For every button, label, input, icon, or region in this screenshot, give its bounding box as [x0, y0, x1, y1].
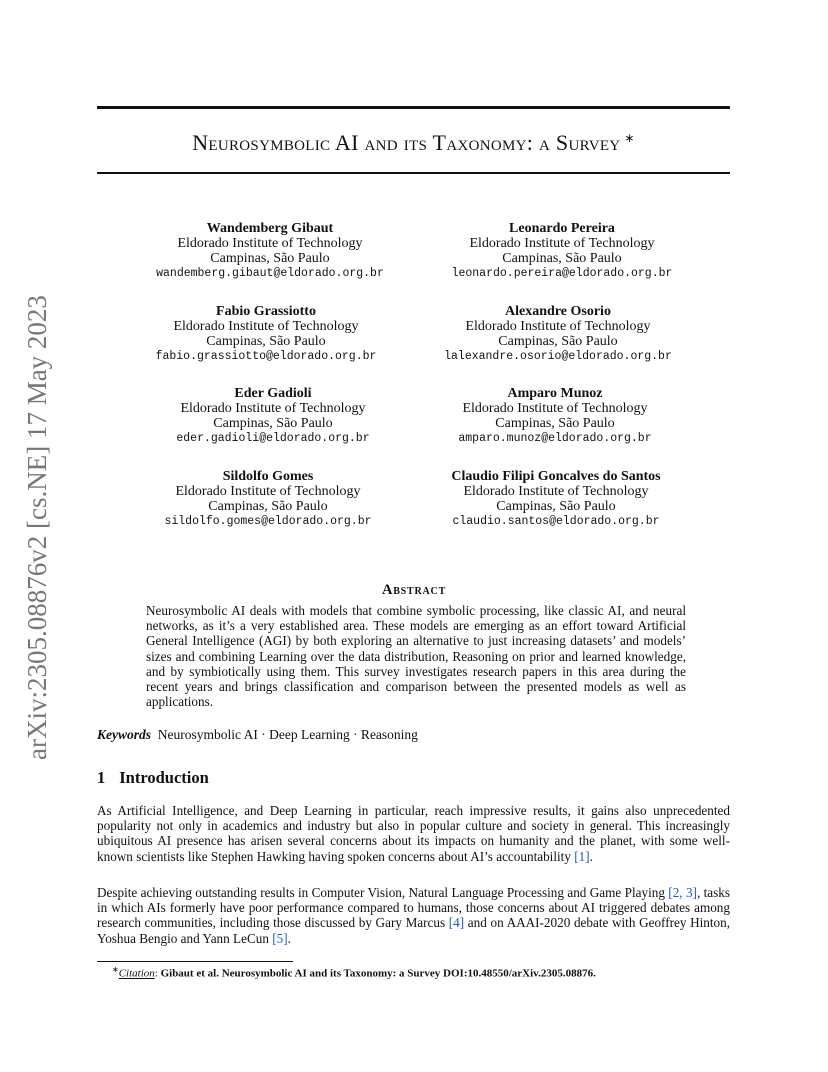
paragraph: [97, 803, 730, 864]
author-name: Fabio Grassiotto: [216, 304, 316, 319]
paper-title: [97, 130, 730, 156]
title-part: T: [427, 130, 447, 155]
author-block: [116, 304, 416, 364]
title-part: AI: [330, 130, 365, 155]
paragraph-text: and on AAAI-2020 debate with Geoffrey Hinton, Yoshua Bengio and Yann LeCun: [97, 915, 730, 946]
author-email[interactable]: fabio.grassiotto@eldorado.org.br: [155, 350, 377, 363]
author-location: Campinas, São Paulo: [208, 499, 328, 514]
section-title: Introduction: [119, 768, 209, 787]
footnote-label: Citation: [118, 967, 155, 980]
author-location: Campinas, São Paulo: [206, 334, 326, 349]
keywords: [97, 727, 730, 743]
author-location: Campinas, São Paulo: [496, 499, 616, 514]
author-name: Claudio Filipi Goncalves do Santos: [451, 469, 661, 484]
author-location: Campinas, São Paulo: [213, 416, 333, 431]
author-affiliation: Eldorado Institute of Technology: [180, 401, 366, 416]
footnote-mark: ∗: [112, 965, 119, 974]
author-name: Amparo Munoz: [507, 386, 603, 401]
section-heading: [97, 768, 209, 788]
author-block: [120, 221, 420, 281]
title-part: and its: [364, 130, 428, 155]
footnote: [112, 965, 732, 980]
footnote-separator: :: [154, 967, 161, 980]
author-name: Sildolfo Gomes: [222, 469, 314, 484]
abstract-text: Neurosymbolic AI deals with models that combine symbolic processing, like classic AI, and neural networks, as it’s a very established area. These models are emerging as an effort toward Artificial General Intelligence (AGI) by both exploring an alternative to just increasing datasets’ and models’ sizes and combining Learning over the data distribution, Reasoning on prior and learned knowledge, and by symbiotically using them. This survey investigates research papers in this area during the recent years and brings classification and comparison between the presented models as well as applications.: [146, 603, 686, 710]
author-email[interactable]: eder.gadioli@eldorado.org.br: [176, 432, 370, 445]
author-email[interactable]: sildolfo.gomes@eldorado.org.br: [164, 515, 372, 528]
author-affiliation: Eldorado Institute of Technology: [173, 319, 359, 334]
paragraph-text: , tasks in which AIs formerly have poor performance compared to humans, those concerns about AI triggered debates among research communities, including those discussed by Gary Marcus: [97, 885, 730, 931]
citation-link[interactable]: [5]: [272, 930, 288, 946]
author-block: [118, 469, 418, 529]
author-name: Alexandre Osorio: [505, 304, 611, 319]
title-part: Neurosymbolic: [192, 130, 331, 155]
citation-link[interactable]: [2, 3]: [668, 885, 697, 900]
paragraph-text: .: [589, 848, 593, 864]
author-name: Wandemberg Gibaut: [206, 221, 334, 236]
citation-link[interactable]: [1]: [574, 848, 590, 864]
author-email[interactable]: amparo.munoz@eldorado.org.br: [458, 432, 652, 445]
author-email[interactable]: wandemberg.gibaut@eldorado.org.br: [156, 267, 384, 280]
author-email[interactable]: leonardo.pereira@eldorado.org.br: [451, 267, 673, 280]
author-affiliation: Eldorado Institute of Technology: [469, 236, 655, 251]
keywords-list: Neurosymbolic AI · Deep Learning · Reasoning: [157, 727, 418, 742]
author-email[interactable]: claudio.santos@eldorado.org.br: [452, 515, 660, 528]
author-location: Campinas, São Paulo: [210, 251, 330, 266]
author-block: [406, 469, 706, 529]
author-affiliation: Eldorado Institute of Technology: [175, 484, 361, 499]
paragraph-text: Despite achieving outstanding results in Computer Vision, Natural Language Processing and Game Playing: [97, 885, 669, 900]
author-location: Campinas, São Paulo: [495, 416, 615, 431]
abstract-heading: Abstract: [381, 582, 447, 598]
title-part: axonomy: [446, 130, 527, 155]
footnote-text: Gibaut et al. Neurosymbolic AI and its Taxonomy: a Survey DOI:10.48550/arXiv.2305.08876.: [160, 967, 596, 980]
keywords-label: Keywords: [97, 727, 151, 742]
author-affiliation: Eldorado Institute of Technology: [463, 484, 649, 499]
footnote-rule: [97, 961, 293, 962]
paragraph: [97, 885, 730, 946]
title-rule-bottom: [97, 172, 730, 174]
title-rule-top: [97, 106, 730, 109]
author-block: [412, 221, 712, 281]
author-name: Leonardo Pereira: [509, 221, 615, 236]
paragraph-text: .: [287, 930, 291, 946]
title-part: :: [526, 130, 539, 155]
title-part: S: [550, 130, 569, 155]
author-affiliation: Eldorado Institute of Technology: [177, 236, 363, 251]
author-affiliation: Eldorado Institute of Technology: [462, 401, 648, 416]
author-affiliation: Eldorado Institute of Technology: [465, 319, 651, 334]
author-block: [408, 304, 708, 364]
author-block: [123, 386, 423, 446]
title-footnote-mark[interactable]: ∗: [624, 130, 635, 145]
paragraph-text: As Artificial Intelligence, and Deep Learning in particular, reach impressive results, it gains also unprecedented popularity not only in academics and industry but also in popular culture and society in general. This increasingly ubiquitous AI presence has arisen several concerns about its impacts on humanity and the planet, with some well-known scientists like Stephen Hawking having spoken concerns about AI’s accountability: [97, 803, 730, 864]
author-name: Eder Gadioli: [234, 386, 312, 401]
author-location: Campinas, São Paulo: [502, 251, 622, 266]
author-email[interactable]: lalexandre.osorio@eldorado.org.br: [444, 350, 672, 363]
title-part: a: [538, 130, 551, 155]
title-part: urvey: [568, 130, 621, 155]
author-location: Campinas, São Paulo: [498, 334, 618, 349]
citation-link[interactable]: [4]: [448, 915, 465, 931]
arxiv-identifier[interactable]: arXiv:2305.08876v2 [cs.NE] 17 May 2023: [22, 295, 52, 760]
author-block: [405, 386, 705, 446]
section-number: 1: [97, 768, 106, 787]
